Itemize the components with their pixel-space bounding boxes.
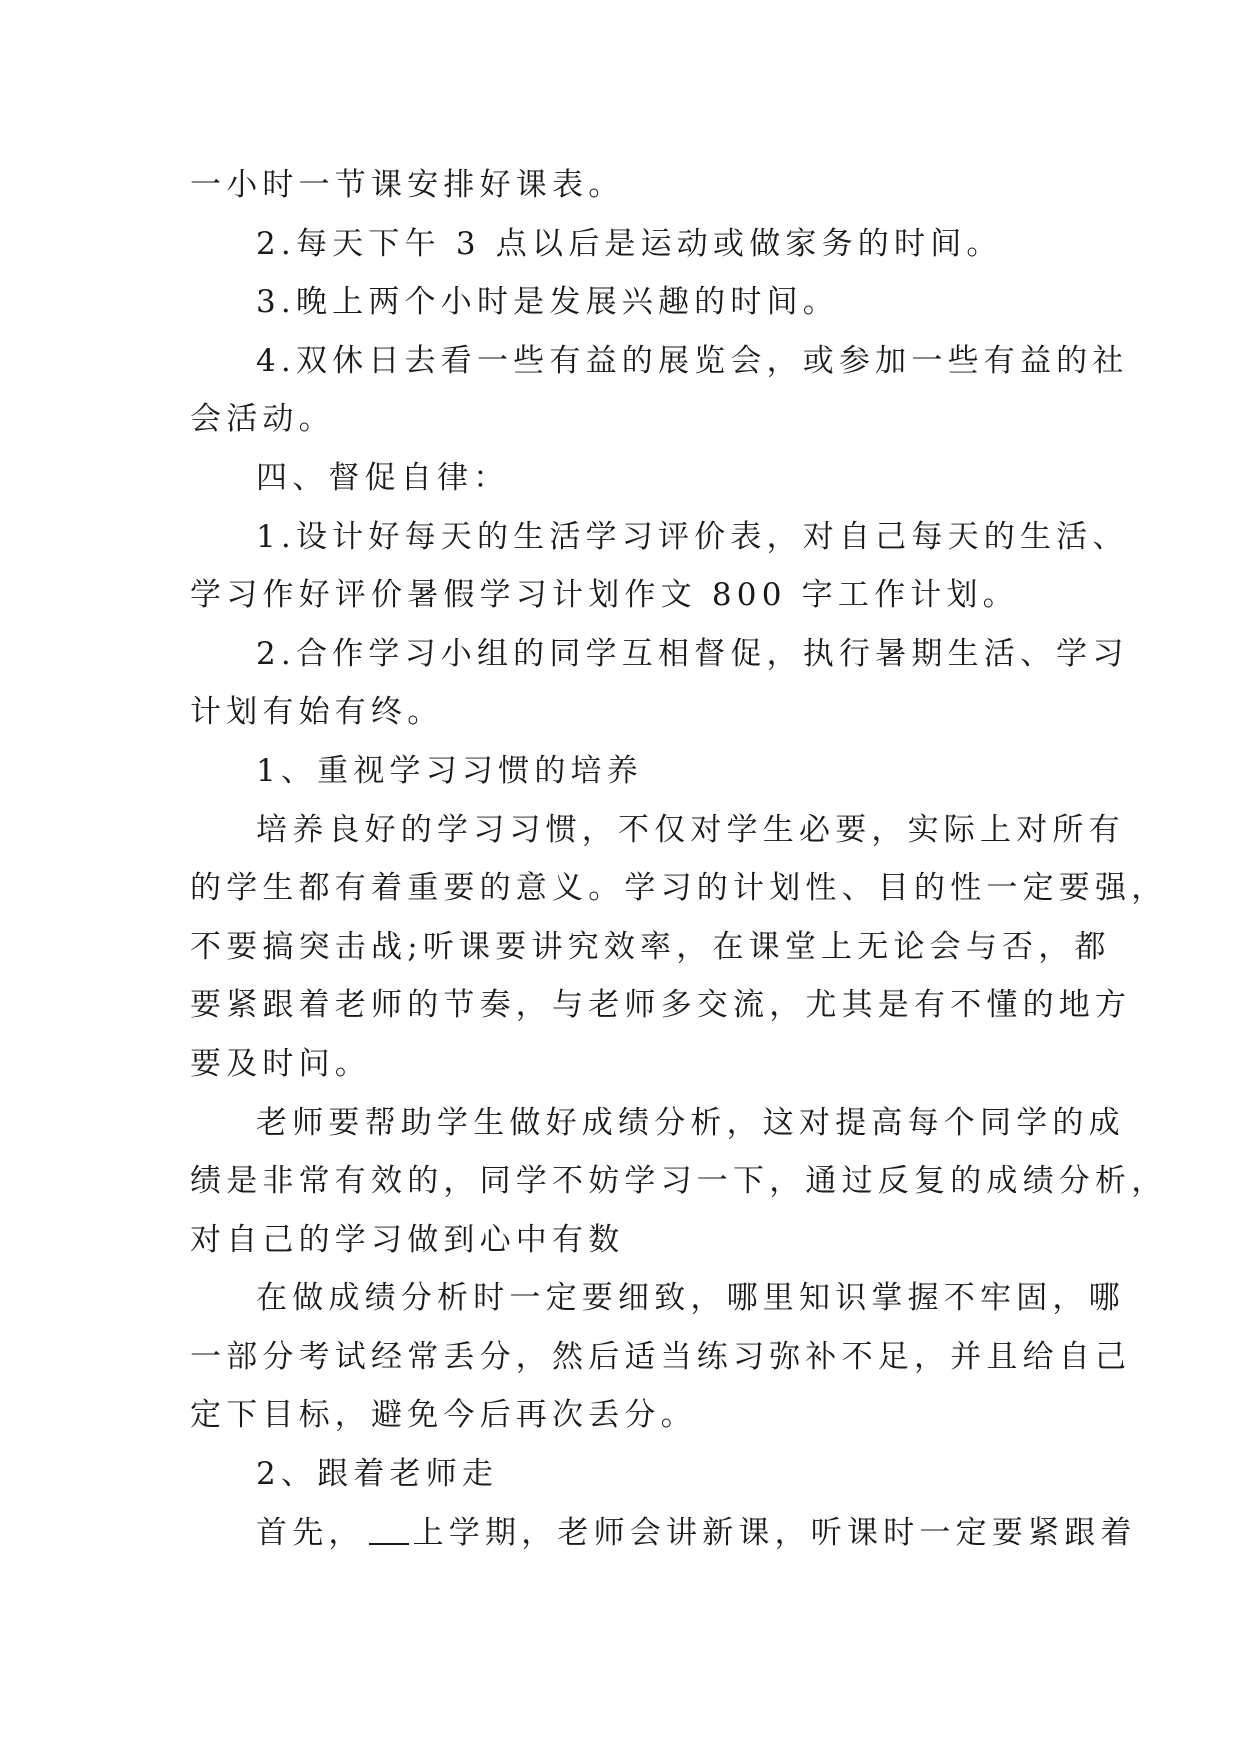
- text-line: 的学生都有着重要的意义。学习的计划性、目的性一定要强，: [190, 870, 1168, 907]
- text-line: 会活动。: [190, 401, 335, 438]
- fill-in-blank: [369, 1513, 409, 1545]
- text-line: 计划有始有终。: [190, 694, 444, 731]
- text-line: 绩是非常有效的，同学不妨学习一下，通过反复的成绩分析，: [190, 1163, 1168, 1200]
- text-line: 2.每天下午 3 点以后是运动或做家务的时间。: [256, 225, 1003, 262]
- text-line: 4.双休日去看一些有益的展览会，或参加一些有益的社: [256, 342, 1129, 379]
- text-line: 2.合作学习小组的同学互相督促，执行暑期生活、学习: [256, 635, 1129, 672]
- text-line: 老师要帮助学生做好成绩分析，这对提高每个同学的成: [256, 1104, 1125, 1141]
- document-body: [190, 156, 1168, 1562]
- text-line: 3.晚上两个小时是发展兴趣的时间。: [256, 284, 839, 321]
- text-line: 要紧跟着老师的节奏，与老师多交流，尤其是有不懂的地方: [190, 987, 1132, 1024]
- text-line: 在做成绩分析时一定要细致，哪里知识掌握不牢固，哪: [256, 1280, 1125, 1317]
- text-line: 一部分考试经常丢分，然后适当练习弥补不足，并且给自己: [190, 1338, 1132, 1375]
- text-line: 1.设计好每天的生活学习评价表，对自己每天的生活、: [256, 518, 1129, 555]
- text-line: 要及时问。: [190, 1045, 371, 1082]
- section-heading: 2、跟着老师走: [256, 1456, 499, 1493]
- text-segment: 上学期，老师会讲新课，听课时一定要紧跟着: [412, 1514, 1137, 1551]
- text-segment: 首先，: [256, 1514, 365, 1551]
- text-line-with-blank: [190, 1504, 1137, 1563]
- section-heading: 1、重视学习习惯的培养: [256, 752, 643, 789]
- text-line: 一小时一节课安排好课表。: [190, 167, 625, 203]
- section-heading: 四、督促自律：: [256, 459, 510, 496]
- text-line: 定下目标，避免今后再次丢分。: [190, 1397, 697, 1434]
- text-line: 不要搞突击战;听课要讲究效率，在课堂上无论会与否，都: [190, 928, 1111, 965]
- text-line: 培养良好的学习习惯，不仅对学生必要，实际上对所有: [256, 811, 1125, 848]
- text-line: 对自己的学习做到心中有数: [190, 1221, 625, 1258]
- text-line: 学习作好评价暑假学习计划作文 800 字工作计划。: [190, 577, 1019, 614]
